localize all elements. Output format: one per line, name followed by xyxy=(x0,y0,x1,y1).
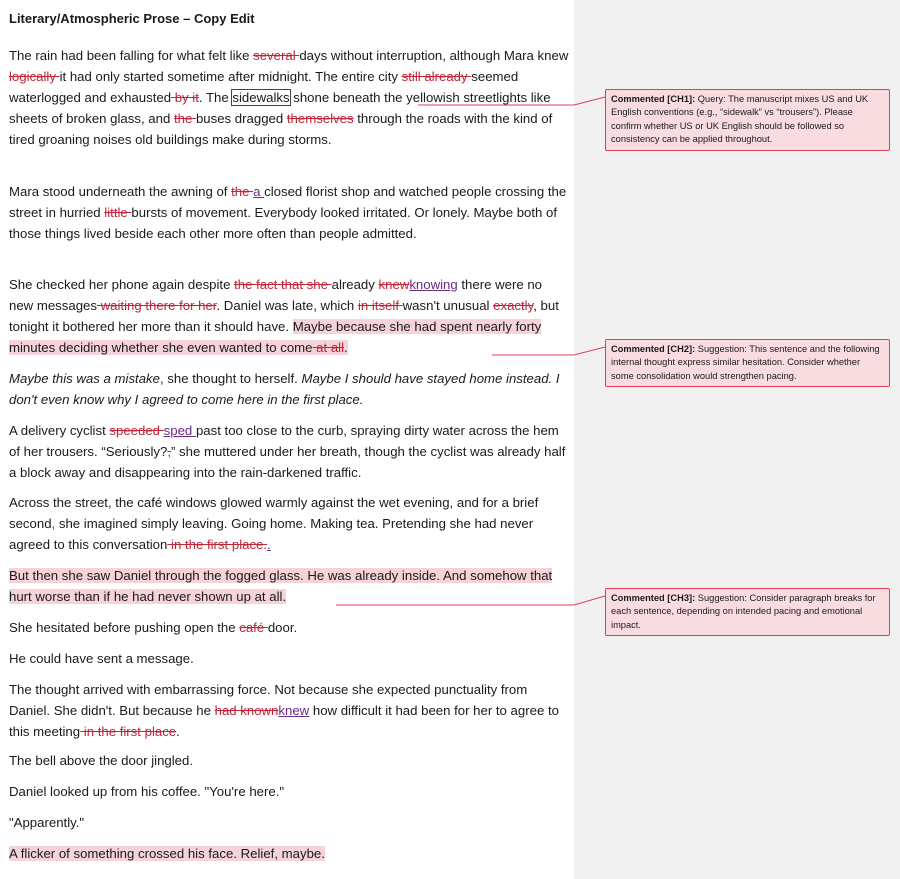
deleted-text[interactable]: in itself xyxy=(357,298,403,313)
paragraph-10[interactable] xyxy=(9,679,569,742)
deleted-text[interactable]: exactly xyxy=(493,298,534,313)
comment-text: Suggestion: This sentence and the following internal thought express similar hesitation. Consider whether some consolidation would strengthen pacing. xyxy=(611,344,880,381)
commented-text-ch2-end[interactable]: . xyxy=(344,340,348,355)
paragraph-14[interactable] xyxy=(9,843,569,864)
text-run: already xyxy=(331,277,379,292)
text-run: The thought arrived with embarrassing force. Not because she expected punctuality from Daniel. She didn't. But because he xyxy=(9,682,528,718)
comment-balloon-ch2[interactable] xyxy=(605,339,890,387)
text-run: A delivery cyclist xyxy=(9,423,110,438)
comment-text: Query: The manuscript mixes US and UK English conventions (e.g., “sidewalk” vs “trousers”). Please confirm whether US or UK English should be followed so consistency can be applied throughout. xyxy=(611,94,869,145)
paragraph-7[interactable] xyxy=(9,565,569,607)
text-run: through the roads with the kind of tired groaning noises old buildings make during storms. xyxy=(9,111,553,147)
deleted-text[interactable]: themselves xyxy=(286,111,354,126)
inserted-text[interactable]: . xyxy=(267,537,271,552)
text-run: She hesitated before pushing open the xyxy=(9,620,240,635)
paragraph-4[interactable] xyxy=(9,368,569,410)
text-run: . xyxy=(176,724,180,739)
text-run: seemed waterlogged and exhausted xyxy=(9,69,519,105)
paragraph-5[interactable] xyxy=(9,420,569,483)
inserted-text[interactable]: a xyxy=(253,184,265,199)
text-run: Mara stood underneath the awning of xyxy=(9,184,232,199)
deleted-text[interactable]: by it xyxy=(171,90,199,105)
text-run: , but tonight it bothered her more than it should have. xyxy=(9,298,559,334)
text-run: , she thought to herself. xyxy=(159,371,302,386)
text-run: shone beneath the yellowish streetlights like sheets of broken glass, and xyxy=(9,90,551,126)
text-run: wasn't unusual xyxy=(402,298,494,313)
paragraph-6[interactable] xyxy=(9,492,569,555)
comment-balloon-ch3[interactable] xyxy=(605,588,890,636)
comment-label: Commented [CH1]: xyxy=(611,94,696,104)
deleted-text[interactable]: several xyxy=(253,48,300,63)
paragraph-13[interactable] xyxy=(9,812,569,833)
deleted-text[interactable]: had known xyxy=(214,703,279,718)
italic-text: Maybe I should have stayed home instead. I don't even know why I agreed to come here in the first place. xyxy=(9,371,560,407)
paragraph-2[interactable] xyxy=(9,181,569,244)
deleted-text[interactable]: café xyxy=(239,620,268,635)
text-run: she imagined simply leaving. Going home. Making tea. Pretending she had never agreed to this conversation xyxy=(9,516,534,552)
deleted-text[interactable]: knew xyxy=(378,277,410,292)
text-run: bursts of movement. Everybody looked irritated. Or lonely. Maybe both of those things lived beside each other more often than people admitted. xyxy=(9,205,558,241)
deleted-text[interactable]: at all xyxy=(312,340,345,355)
deleted-text[interactable]: logically xyxy=(9,69,60,84)
deleted-text[interactable]: still already xyxy=(401,69,472,84)
text-run: ” she muttered under her breath, though the cyclist was already half a block away and disappearing into the rain-darkened traffic. xyxy=(9,444,566,480)
commented-text-ch1[interactable]: sidewalks xyxy=(232,90,290,105)
comment-label: Commented [CH3]: xyxy=(611,593,696,603)
text-run: The bell above the door jingled. xyxy=(9,753,194,768)
paragraph-8[interactable] xyxy=(9,617,569,638)
text-run: door. xyxy=(267,620,298,635)
text-run: it had only started sometime after midnight. The entire city xyxy=(59,69,402,84)
inserted-text[interactable]: , xyxy=(51,516,56,531)
text-run: buses dragged xyxy=(195,111,287,126)
text-run: She checked her phone again despite xyxy=(9,277,235,292)
text-run: The rain had been falling for what felt like xyxy=(9,48,254,63)
inserted-text[interactable]: sped xyxy=(163,423,196,438)
text-run: Daniel looked up from his coffee. "You're here." xyxy=(9,784,285,799)
deleted-text[interactable]: the xyxy=(231,184,254,199)
deleted-text[interactable]: in the first place. xyxy=(167,537,268,552)
text-run: He could have sent a message. xyxy=(9,651,194,666)
deleted-text[interactable]: in the first place xyxy=(80,724,177,739)
document-title: Literary/Atmospheric Prose – Copy Edit xyxy=(9,11,255,26)
paragraph-3[interactable] xyxy=(9,274,569,358)
highlighted-text[interactable]: A flicker of something crossed his face. Relief, maybe. xyxy=(9,846,325,861)
paragraph-11[interactable] xyxy=(9,750,569,771)
text-run: closed florist shop and watched people crossing the street in hurried xyxy=(9,184,567,220)
commented-text-ch3[interactable]: But then she saw Daniel through the fogged glass. He was already inside. And somehow that hurt worse than if he had never shown up at all. xyxy=(9,568,553,604)
text-run: . The xyxy=(198,90,233,105)
italic-text: Maybe this was a mistake xyxy=(9,371,160,386)
text-run: past too close to the curb, spraying dirty water across the hem of her trousers. “Seriously? xyxy=(9,423,559,459)
text-run: Across the street, the café windows glowed warmly against the wet evening, and for a brief second xyxy=(9,495,539,531)
text-run: days without interruption, although Mara knew xyxy=(299,48,569,63)
deleted-text[interactable]: the fact that she xyxy=(234,277,332,292)
text-run: . Daniel was late, which xyxy=(216,298,358,313)
paragraph-1[interactable] xyxy=(9,45,569,150)
comment-balloon-ch1[interactable] xyxy=(605,89,890,151)
inserted-text[interactable]: knew xyxy=(278,703,310,718)
inserted-text[interactable]: knowing xyxy=(409,277,458,292)
comment-label: Commented [CH2]: xyxy=(611,344,696,354)
deleted-text[interactable]: speeded xyxy=(109,423,164,438)
paragraph-12[interactable] xyxy=(9,781,569,802)
deleted-text[interactable]: the xyxy=(173,111,196,126)
commented-text-ch2[interactable]: Maybe because she had spent nearly forty minutes deciding whether she even wanted to come xyxy=(9,319,542,355)
deleted-text[interactable]: waiting there for her xyxy=(96,298,217,313)
deleted-text[interactable]: , xyxy=(167,444,171,459)
comment-text: Suggestion: Consider paragraph breaks for each sentence, depending on intended pacing and emotional impact. xyxy=(611,593,876,630)
deleted-text[interactable]: little xyxy=(104,205,132,220)
text-run: there were no new messages xyxy=(9,277,543,313)
paragraph-9[interactable] xyxy=(9,648,569,669)
text-run: how difficult it had been for her to agree to this meeting xyxy=(9,703,559,739)
text-run: "Apparently." xyxy=(9,815,85,830)
